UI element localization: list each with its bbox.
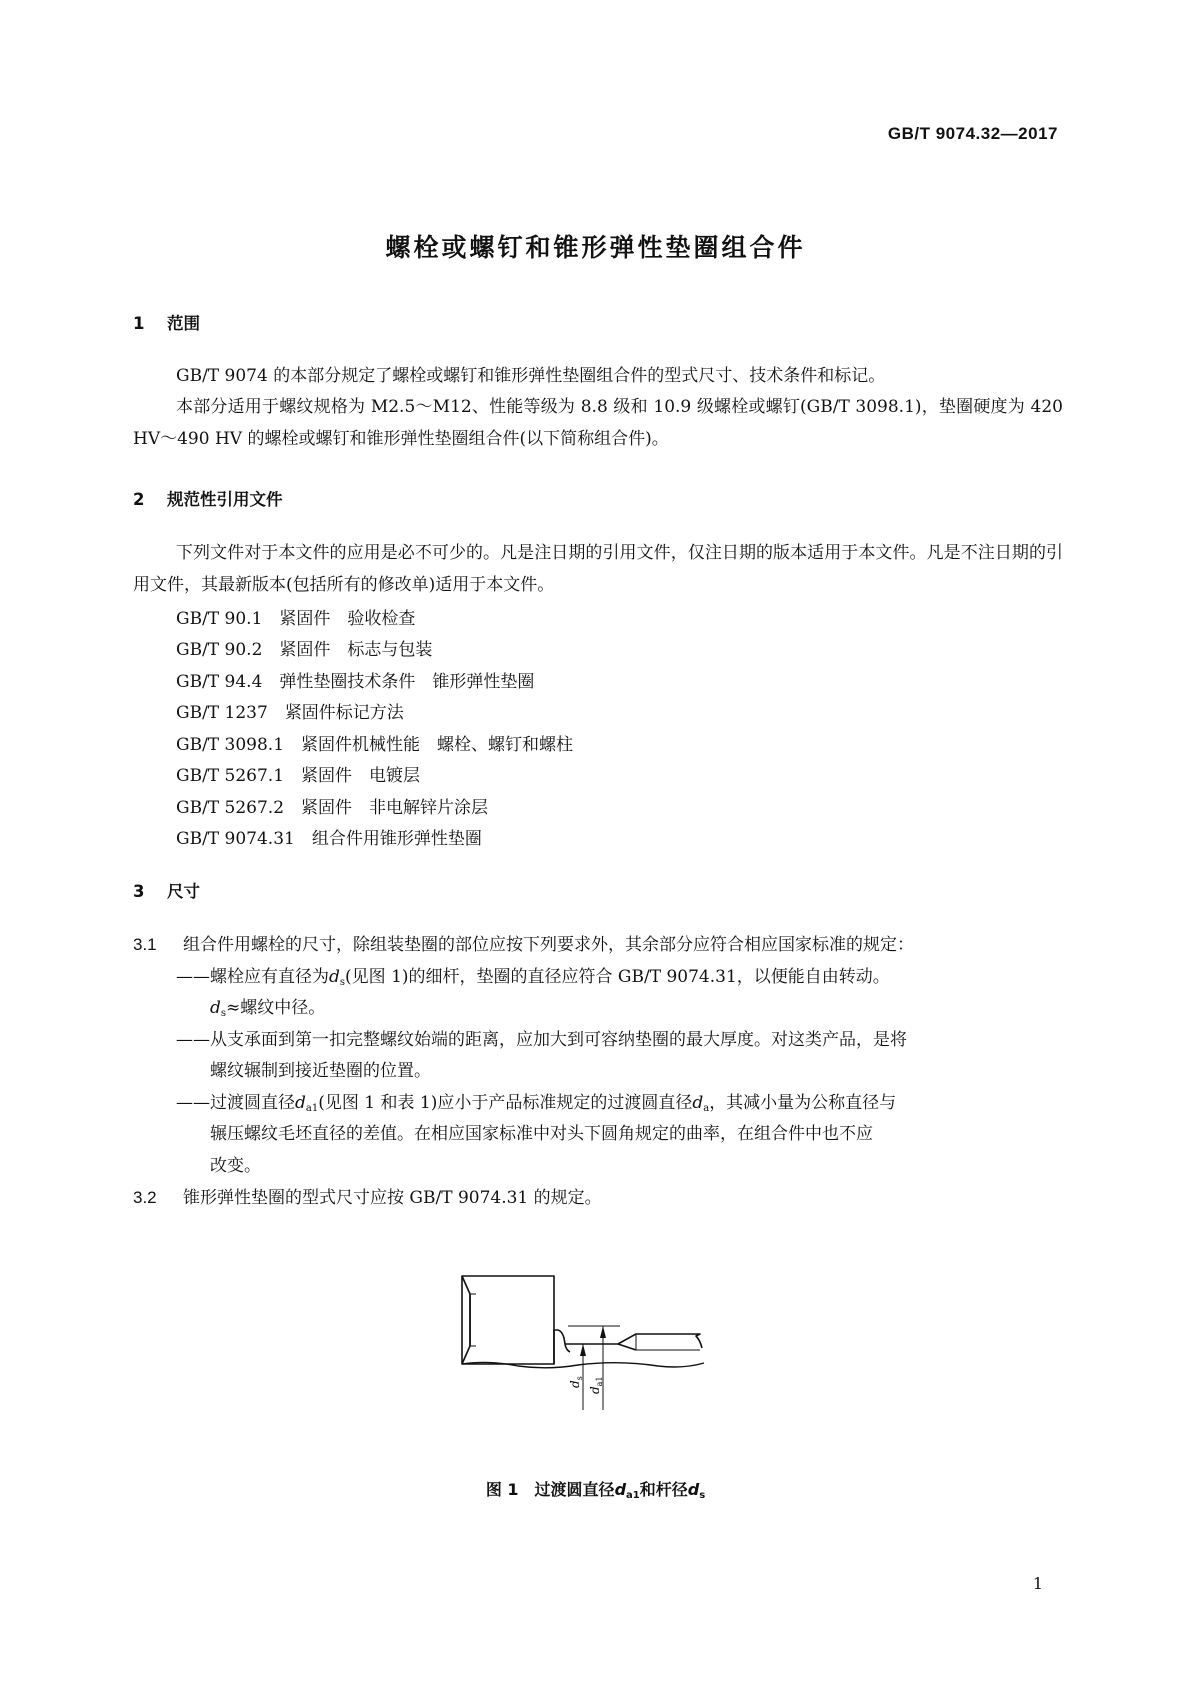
item-3-text-a3: ，其减小量为公称直径与 [709, 1093, 897, 1113]
item-1-text-a: ——螺栓应有直径为 [176, 967, 329, 987]
section-2-number: 2 [133, 490, 145, 509]
var-ds-sub: s [220, 1008, 227, 1019]
section-2-intro: 下列文件对于本文件的应用是必不可少的。凡是注日期的引用文件，仅注日期的版本适用于本文件。凡是不注日期的引用文件，其最新版本(包括所有的修改单)适用于本文件。 [133, 543, 1063, 595]
label-da1: $d_{a1}$ [588, 1376, 604, 1394]
clause-3-1-item-1 [176, 962, 890, 988]
reference-item [176, 667, 534, 692]
var-da-sub: a [703, 1103, 710, 1114]
section-1-heading [133, 310, 200, 334]
reference-title: 紧固件 电镀层 [301, 766, 421, 786]
reference-title: 紧固件机械性能 螺栓、螺钉和螺柱 [301, 735, 574, 755]
clause-3-1-text: 组合件用螺栓的尺寸，除组装垫圈的部位应按下列要求外，其余部分应符合相应国家标准的规定： [183, 935, 914, 955]
label-ds: $d_s$ [568, 1376, 584, 1388]
caption-var-ds: d [687, 1480, 700, 1499]
standard-code: GB/T 9074.32—2017 [887, 124, 1058, 143]
head-chamfer-left [462, 1276, 470, 1364]
reference-title: 组合件用锥形弹性垫圈 [311, 829, 482, 849]
reference-code: GB/T 3098.1 [176, 735, 285, 755]
clause-3-1-item-2-cont: 螺纹辗制到接近垫圈的位置。 [210, 1061, 431, 1081]
var-da1: d [295, 1093, 306, 1113]
reference-code: GB/T 5267.1 [176, 766, 285, 786]
var-ds: d [329, 967, 340, 987]
reference-item [176, 635, 432, 660]
reference-code: GB/T 9074.31 [176, 829, 295, 849]
section-1-paragraph-2: 本部分适用于螺纹规格为 M2.5～M12、性能等级为 8.8 级和 10.9 级螺栓或螺钉(GB/T 3098.1)，垫圈硬度为 420 HV～490 HV 的螺栓或螺钉和锥形弹性垫圈组合件(以下简称组合件)。 [133, 397, 1063, 449]
clause-3-2 [133, 1183, 602, 1208]
var-ds: d [210, 998, 221, 1018]
clause-3-2-text: 锥形弹性垫圈的型式尺寸应按 GB/T 9074.31 的规定。 [183, 1188, 602, 1208]
caption-mid: 和杆径 [639, 1480, 688, 1499]
shank-top [554, 1330, 702, 1348]
var-da: d [692, 1093, 704, 1113]
section-1-title: 范围 [167, 314, 200, 333]
reference-title: 紧固件 标志与包装 [279, 640, 433, 660]
clause-3-1-item-3-cont: 辗压螺纹毛坯直径的差值。在相应国家标准中对头下圆角规定的曲率，在组合件中也不应 [210, 1124, 873, 1144]
var-ds-sub: s [339, 977, 346, 988]
item-3-text-a1: ——过渡圆直径 [176, 1093, 295, 1113]
caption-var-da1: d [614, 1480, 627, 1499]
reference-item [176, 698, 404, 723]
clause-3-2-number: 3.2 [133, 1188, 157, 1207]
section-3-heading [133, 878, 200, 902]
reference-item [176, 824, 482, 849]
section-3-number: 3 [133, 882, 145, 901]
caption-var-ds-sub: s [699, 1490, 706, 1501]
thread-runout [618, 1344, 636, 1350]
item-3-text-a2: (见图 1 和表 1)应小于产品标准规定的过渡圆直径 [318, 1093, 693, 1113]
page-number: 1 [1032, 1574, 1043, 1593]
clause-3-1-item-3 [176, 1088, 896, 1114]
reference-item [176, 761, 420, 786]
caption-prefix: 图 1 过渡圆直径 [485, 1480, 615, 1499]
clause-3-1-number: 3.1 [133, 935, 157, 954]
clause-3-1-item-3-end: 改变。 [210, 1156, 261, 1176]
clause-3-1 [133, 930, 914, 955]
section-1-paragraph-1: GB/T 9074 的本部分规定了螺栓或螺钉和锥形弹性垫圈组合件的型式尺寸、技术条件和标记。 [176, 366, 886, 386]
figure-1-caption [0, 1477, 1191, 1501]
item-1-text-c: ≈螺纹中径。 [226, 998, 326, 1018]
document-title: 螺栓或螺钉和锥形弹性垫圈组合件 [385, 233, 806, 262]
reference-item [176, 604, 415, 629]
reference-code: GB/T 90.1 [176, 609, 263, 629]
figure-1-drawing [458, 1270, 748, 1440]
reference-code: GB/T 5267.2 [176, 798, 285, 818]
da1-arrow [600, 1326, 606, 1338]
reference-code: GB/T 1237 [176, 703, 268, 723]
reference-title: 紧固件 验收检查 [279, 609, 416, 629]
var-da1-sub: a1 [305, 1103, 319, 1114]
clause-3-1-item-2: ——从支承面到第一扣完整螺纹始端的距离，应加大到可容纳垫圈的最大厚度。对这类产品，是将 [176, 1030, 907, 1050]
reference-item [176, 793, 488, 818]
clause-3-1-item-1-cont [210, 993, 325, 1019]
ds-arrow [580, 1344, 586, 1356]
item-1-text-b: (见图 1)的细杆，垫圈的直径应符合 GB/T 9074.31，以便能自由转动。 [345, 967, 890, 987]
section-2-heading [133, 486, 283, 510]
reference-title: 紧固件标记方法 [284, 703, 404, 723]
bolt-head-outline [462, 1276, 554, 1364]
reference-item [176, 730, 573, 755]
section-1-number: 1 [133, 314, 145, 333]
caption-var-da1-sub: a1 [626, 1490, 640, 1501]
reference-code: GB/T 94.4 [176, 672, 263, 692]
section-2-title: 规范性引用文件 [167, 490, 283, 509]
section-3-title: 尺寸 [167, 882, 200, 901]
reference-title: 紧固件 非电解锌片涂层 [301, 798, 489, 818]
reference-code: GB/T 90.2 [176, 640, 263, 660]
reference-title: 弹性垫圈技术条件 锥形弹性垫圈 [279, 672, 535, 692]
